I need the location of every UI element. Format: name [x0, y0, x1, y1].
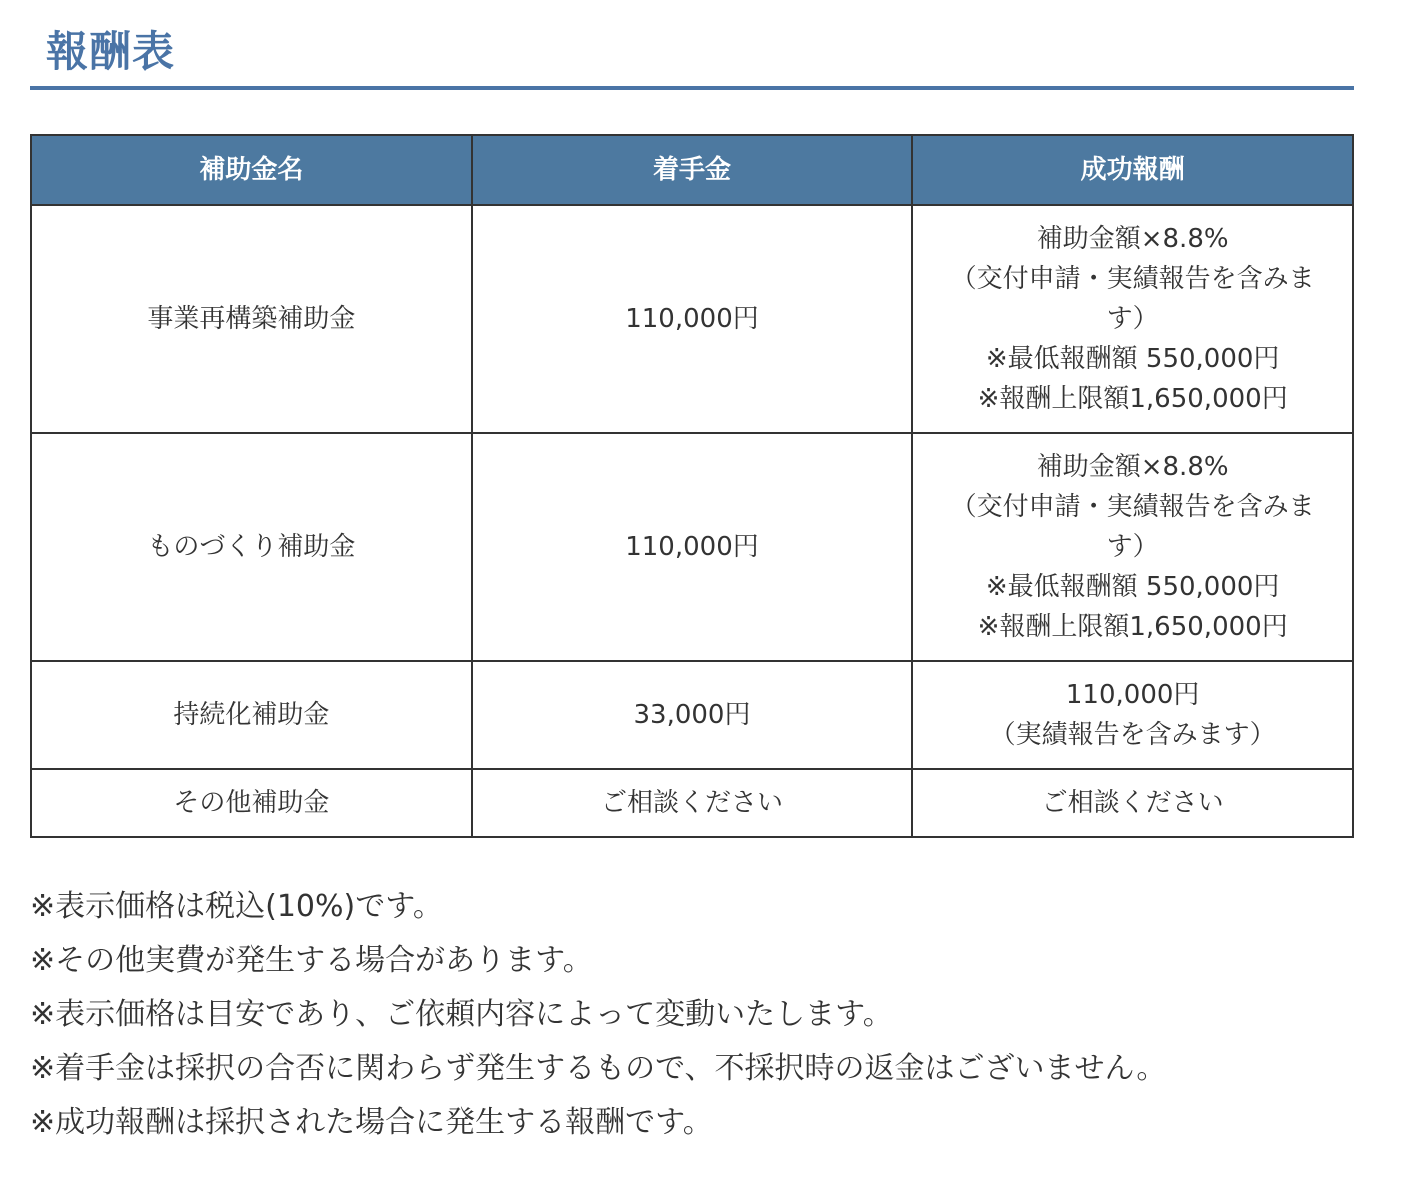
table-row — [31, 433, 1353, 661]
success-fee-line: ※報酬上限額1,650,000円 — [977, 384, 1288, 414]
page-title: 報酬表 — [46, 27, 176, 76]
success-fee-line: す） — [1106, 532, 1159, 562]
note-item: ※その他実費が発生する場合があります。 — [30, 943, 593, 978]
success-fee-cell — [912, 433, 1353, 661]
success-fee-line: 補助金額×8.8% — [1036, 452, 1229, 482]
success-fee-line: ご相談ください — [1041, 788, 1224, 818]
table-row — [31, 769, 1353, 837]
note-item: ※表示価格は税込(10%)です。 — [30, 889, 443, 924]
header-success-fee: 成功報酬 — [912, 135, 1353, 205]
retainer-fee-cell: 110,000円 — [472, 433, 913, 661]
success-fee-line: す） — [1106, 304, 1159, 334]
note-item: ※着手金は採択の合否に関わらず発生するもので、不採択時の返金はございません。 — [30, 1051, 1167, 1086]
table-row — [31, 205, 1353, 433]
retainer-fee-cell: 33,000円 — [472, 661, 913, 769]
header-retainer-fee: 着手金 — [472, 135, 913, 205]
success-fee-cell — [912, 769, 1353, 837]
success-fee-line: 補助金額×8.8% — [1036, 224, 1229, 254]
note-item: ※表示価格は目安であり、ご依頼内容によって変動いたします。 — [30, 997, 893, 1032]
success-fee-line: ※最低報酬額 550,000円 — [985, 344, 1280, 374]
success-fee-line: （交付申請・実績報告を含みま — [950, 492, 1315, 522]
table-row — [31, 661, 1353, 769]
fee-table — [30, 134, 1354, 838]
success-fee-cell — [912, 661, 1353, 769]
table-header-row — [31, 135, 1353, 205]
retainer-fee-cell: 110,000円 — [472, 205, 913, 433]
note-item: ※成功報酬は採択された場合に発生する報酬です。 — [30, 1105, 713, 1140]
success-fee-line: ※最低報酬額 550,000円 — [985, 572, 1280, 602]
header-subsidy-name: 補助金名 — [31, 135, 472, 205]
subsidy-name-cell: 事業再構築補助金 — [31, 205, 472, 433]
success-fee-line: ※報酬上限額1,650,000円 — [977, 612, 1288, 642]
success-fee-line: （実績報告を含みます） — [989, 720, 1276, 750]
subsidy-name-cell: 持続化補助金 — [31, 661, 472, 769]
subsidy-name-cell: ものづくり補助金 — [31, 433, 472, 661]
notes-list — [30, 880, 1370, 1150]
retainer-fee-cell: ご相談ください — [472, 769, 913, 837]
success-fee-line: 110,000円 — [1065, 680, 1200, 710]
subsidy-name-cell: その他補助金 — [31, 769, 472, 837]
success-fee-line: （交付申請・実績報告を含みま — [950, 264, 1315, 294]
title-underline — [30, 86, 1354, 90]
success-fee-cell — [912, 205, 1353, 433]
